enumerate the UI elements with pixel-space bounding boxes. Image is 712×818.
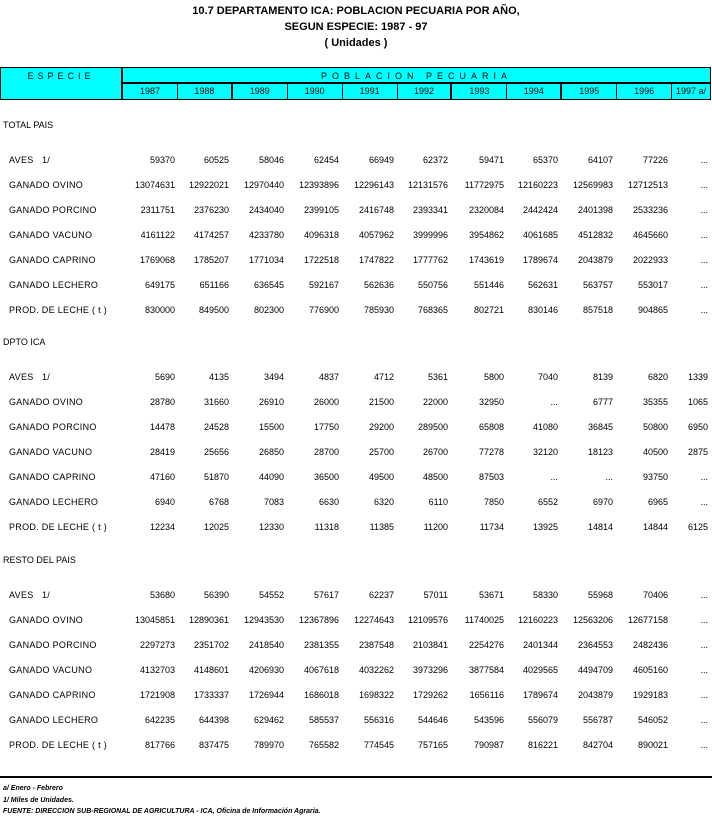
- table-cell: 802300: [253, 305, 284, 315]
- table-cell: 12677158: [627, 615, 668, 625]
- table-cell: 50800: [642, 422, 668, 432]
- table-cell: 26850: [258, 447, 284, 457]
- table-row: [0, 497, 712, 511]
- table-subtitle: SEGUN ESPECIE: 1987 - 97: [284, 21, 428, 33]
- table-cell: 1726944: [248, 690, 284, 700]
- table-cell: 12712513: [627, 180, 668, 190]
- table-cell: 4057962: [358, 230, 394, 240]
- table-cell: 553017: [637, 280, 668, 290]
- table-cell: 551446: [473, 280, 504, 290]
- table-cell: 1698322: [358, 690, 394, 700]
- table-cell: 44090: [258, 472, 284, 482]
- row-label: GANADO CAPRINO: [9, 255, 96, 265]
- table-cell: 830000: [144, 305, 175, 315]
- row-label: GANADO OVINO: [9, 397, 84, 407]
- table-cell: ...: [700, 230, 708, 240]
- table-cell: 2416748: [358, 205, 394, 215]
- table-cell: 12393896: [298, 180, 339, 190]
- table-cell: 26910: [258, 397, 284, 407]
- table-cell: 12160223: [517, 180, 558, 190]
- table-cell: 66949: [368, 155, 394, 165]
- table-row: [0, 590, 712, 604]
- table-cell: ...: [700, 740, 708, 750]
- table-row: [0, 522, 712, 536]
- table-cell: 11772975: [464, 180, 504, 190]
- table-cell: 7040: [537, 372, 558, 382]
- table-cell: 93750: [642, 472, 668, 482]
- table-cell: 7850: [483, 497, 504, 507]
- table-row: [0, 305, 712, 319]
- table-cell: 546052: [637, 715, 668, 725]
- table-cell: 65808: [478, 422, 504, 432]
- table-cell: 2297273: [139, 640, 175, 650]
- table-row: [0, 740, 712, 754]
- table-cell: 57011: [423, 590, 448, 600]
- table-cell: 1785207: [193, 255, 229, 265]
- table-cell: 1769068: [139, 255, 175, 265]
- table-cell: 3999996: [412, 230, 448, 240]
- header-especie: ESPECIE: [1, 68, 123, 99]
- table-cell: 47160: [149, 472, 175, 482]
- table-cell: 5800: [483, 372, 504, 382]
- table-cell: 36500: [313, 472, 339, 482]
- table-cell: ...: [700, 472, 708, 482]
- row-label: GANADO CAPRINO: [9, 472, 96, 482]
- table-cell: 636545: [253, 280, 284, 290]
- table-row: [0, 205, 712, 219]
- table-cell: 4206930: [248, 665, 284, 675]
- table-cell: 55968: [587, 590, 613, 600]
- table-cell: 48500: [422, 472, 448, 482]
- table-cell: ...: [700, 590, 708, 600]
- header-year: 1990: [288, 84, 343, 99]
- section-label: RESTO DEL PAIS: [3, 555, 76, 565]
- table-cell: 6110: [428, 497, 448, 507]
- row-label: GANADO PORCINO: [9, 205, 97, 215]
- table-cell: 12890361: [188, 615, 229, 625]
- table-cell: 765582: [308, 740, 339, 750]
- table-cell: 543596: [473, 715, 504, 725]
- header-years: [123, 84, 710, 99]
- header-year: 1991: [343, 84, 398, 99]
- table-cell: 6940: [154, 497, 175, 507]
- table-cell: 1065: [687, 397, 708, 407]
- table-cell: 3494: [263, 372, 284, 382]
- row-label: GANADO OVINO: [9, 180, 84, 190]
- table-cell: 54552: [258, 590, 284, 600]
- table-cell: ...: [700, 615, 708, 625]
- table-cell: 556079: [527, 715, 558, 725]
- table-cell: 58046: [258, 155, 284, 165]
- table-cell: 4096318: [303, 230, 339, 240]
- table-row: [0, 155, 712, 169]
- table-cell: 12109576: [407, 615, 448, 625]
- table-cell: 25656: [203, 447, 229, 457]
- table-cell: 29200: [368, 422, 394, 432]
- table-cell: 17750: [313, 422, 339, 432]
- table-cell: 6320: [373, 497, 394, 507]
- table-cell: 802721: [473, 305, 504, 315]
- table-cell: 25700: [368, 447, 394, 457]
- table-cell: 12569983: [572, 180, 613, 190]
- table-row: [0, 180, 712, 194]
- table-cell: 12296143: [353, 180, 394, 190]
- footnote-1: 1/ Miles de Unidades.: [3, 797, 74, 804]
- table-cell: 2364553: [577, 640, 613, 650]
- row-label: PROD. DE LECHE ( t ): [9, 522, 108, 532]
- table-cell: 642235: [144, 715, 175, 725]
- table-cell: 2376230: [193, 205, 229, 215]
- table-cell: 2387548: [358, 640, 394, 650]
- table-cell: 13925: [532, 522, 558, 532]
- table-cell: 11200: [423, 522, 448, 532]
- table-cell: 32120: [532, 447, 558, 457]
- table-cell: 4135: [208, 372, 229, 382]
- header-year: 1987: [123, 84, 178, 99]
- table-cell: 12367896: [298, 615, 339, 625]
- table-cell: 13074631: [134, 180, 175, 190]
- table-cell: 11740025: [464, 615, 504, 625]
- table-cell: 849500: [198, 305, 229, 315]
- table-cell: 58330: [532, 590, 558, 600]
- table-cell: 4067618: [303, 665, 339, 675]
- header-year: 1997 a/: [676, 86, 707, 96]
- table-cell: 64107: [587, 155, 613, 165]
- table-cell: 1777762: [412, 255, 448, 265]
- table-cell: 4605160: [632, 665, 668, 675]
- table-cell: 6125: [687, 522, 708, 532]
- footnote-source: FUENTE: DIRECCION SUB-REGIONAL DE AGRICULTURA - ICA, Oficina de Información Agraria.: [3, 808, 321, 815]
- table-cell: 2393341: [412, 205, 448, 215]
- table-cell: 2418540: [248, 640, 284, 650]
- table-cell: 2043879: [577, 690, 613, 700]
- row-label: AVES 1/: [9, 372, 51, 382]
- row-label: GANADO PORCINO: [9, 640, 97, 650]
- table-cell: 59471: [478, 155, 504, 165]
- table-cell: 14844: [642, 522, 668, 532]
- table-cell: 12274643: [353, 615, 394, 625]
- header-year: 1994: [507, 84, 562, 99]
- table-cell: 1747822: [358, 255, 394, 265]
- table-cell: 12922021: [188, 180, 229, 190]
- table-cell: 1686018: [303, 690, 339, 700]
- table-cell: 3877584: [468, 665, 504, 675]
- table-cell: 12160223: [517, 615, 558, 625]
- table-cell: 4837: [318, 372, 339, 382]
- table-cell: 629462: [253, 715, 284, 725]
- table-cell: 2043879: [577, 255, 613, 265]
- table-cell: ...: [700, 180, 708, 190]
- footer-rule: [0, 776, 712, 778]
- table-cell: 62454: [313, 155, 339, 165]
- table-cell: ...: [605, 472, 613, 482]
- table-cell: ...: [700, 665, 708, 675]
- table-cell: 32950: [478, 397, 504, 407]
- table-cell: 2533236: [632, 205, 668, 215]
- table-cell: 11734: [479, 522, 504, 532]
- table-units: ( Unidades ): [324, 37, 388, 49]
- table-row: [0, 447, 712, 461]
- row-label: GANADO OVINO: [9, 615, 84, 625]
- table-cell: 890021: [637, 740, 668, 750]
- row-label: AVES 1/: [9, 590, 51, 600]
- table-row: [0, 280, 712, 294]
- table-cell: 544646: [417, 715, 448, 725]
- table-cell: 60525: [203, 155, 229, 165]
- table-cell: 768365: [417, 305, 448, 315]
- table-cell: 12025: [203, 522, 229, 532]
- table-row: [0, 397, 712, 411]
- row-label: PROD. DE LECHE ( t ): [9, 305, 108, 315]
- table-cell: 563757: [582, 280, 613, 290]
- table-header: [0, 67, 711, 100]
- table-cell: 1743619: [468, 255, 504, 265]
- table-cell: 6950: [687, 422, 708, 432]
- table-cell: 585537: [308, 715, 339, 725]
- table-cell: 1771034: [248, 255, 284, 265]
- table-cell: 2399105: [303, 205, 339, 215]
- table-cell: 1733337: [193, 690, 229, 700]
- table-cell: 12970440: [243, 180, 284, 190]
- table-cell: 1721908: [139, 690, 175, 700]
- table-cell: 1789674: [522, 690, 558, 700]
- table-cell: 776900: [308, 305, 339, 315]
- table-cell: 3973296: [412, 665, 448, 675]
- table-cell: 13045851: [134, 615, 175, 625]
- table-cell: 2875: [687, 447, 708, 457]
- table-cell: 22000: [422, 397, 448, 407]
- table-cell: 4161122: [140, 230, 175, 240]
- table-cell: 53671: [478, 590, 504, 600]
- table-cell: 556787: [582, 715, 613, 725]
- table-cell: 70406: [642, 590, 668, 600]
- table-cell: 2351702: [193, 640, 229, 650]
- table-cell: 26000: [313, 397, 339, 407]
- table-cell: 59370: [149, 155, 175, 165]
- table-row: [0, 615, 712, 629]
- table-cell: 651166: [199, 280, 229, 290]
- row-label: PROD. DE LECHE ( t ): [9, 740, 108, 750]
- table-cell: 1929183: [632, 690, 668, 700]
- table-cell: 550756: [417, 280, 448, 290]
- table-cell: 12330: [258, 522, 284, 532]
- table-cell: 816221: [527, 740, 558, 750]
- table-cell: 21500: [368, 397, 394, 407]
- table-cell: 2022933: [632, 255, 668, 265]
- table-cell: 785930: [363, 305, 394, 315]
- table-cell: 11318: [314, 522, 339, 532]
- table-cell: 4494709: [577, 665, 613, 675]
- table-cell: 289500: [417, 422, 448, 432]
- table-cell: 592167: [308, 280, 339, 290]
- table-cell: 789970: [253, 740, 284, 750]
- row-label: GANADO LECHERO: [9, 497, 99, 507]
- table-cell: ...: [700, 715, 708, 725]
- row-label: GANADO LECHERO: [9, 715, 99, 725]
- table-cell: 11385: [369, 522, 394, 532]
- table-cell: 12563206: [572, 615, 613, 625]
- footnote-a: a/ Enero - Febrero: [3, 785, 63, 792]
- table-cell: 1729262: [412, 690, 448, 700]
- header-year: 1996: [617, 84, 672, 99]
- header-year: 1995: [562, 84, 617, 99]
- table-row: [0, 472, 712, 486]
- table-cell: 6552: [537, 497, 558, 507]
- header-year: 1988: [178, 84, 233, 99]
- table-cell: ...: [700, 255, 708, 265]
- row-label: GANADO VACUNO: [9, 230, 93, 240]
- table-cell: 8139: [592, 372, 613, 382]
- header-year: 1989: [233, 84, 288, 99]
- table-cell: 24528: [203, 422, 229, 432]
- table-cell: ...: [700, 690, 708, 700]
- header-year: 1993: [452, 84, 507, 99]
- table-cell: 2482436: [632, 640, 668, 650]
- section-label: TOTAL PAIS: [3, 120, 54, 130]
- table-cell: 2311751: [140, 205, 175, 215]
- table-cell: 2434040: [248, 205, 284, 215]
- table-cell: 2320084: [468, 205, 504, 215]
- table-cell: 65370: [532, 155, 558, 165]
- table-cell: 14478: [149, 422, 175, 432]
- table-row: [0, 715, 712, 729]
- table-cell: 1656116: [469, 690, 504, 700]
- table-cell: 5361: [427, 372, 448, 382]
- table-cell: ...: [700, 305, 708, 315]
- table-cell: 41080: [532, 422, 558, 432]
- table-cell: 757165: [417, 740, 448, 750]
- table-cell: ...: [550, 397, 558, 407]
- table-cell: ...: [700, 280, 708, 290]
- table-cell: 51870: [203, 472, 229, 482]
- table-cell: 28700: [313, 447, 339, 457]
- table-cell: 774545: [363, 740, 394, 750]
- table-cell: 12131576: [407, 180, 448, 190]
- table-cell: 26700: [422, 447, 448, 457]
- table-cell: 35355: [642, 397, 668, 407]
- table-cell: 77226: [642, 155, 668, 165]
- table-row: [0, 640, 712, 654]
- table-cell: 649175: [144, 280, 175, 290]
- table-cell: 62237: [368, 590, 394, 600]
- table-cell: 56390: [203, 590, 229, 600]
- table-cell: 2401344: [522, 640, 558, 650]
- table-row: [0, 230, 712, 244]
- header-poblacion: POBLACION PECUARIA: [123, 68, 710, 84]
- table-cell: 57617: [313, 590, 339, 600]
- table-cell: 12234: [149, 522, 175, 532]
- table-cell: 4032262: [358, 665, 394, 675]
- table-cell: 837475: [198, 740, 229, 750]
- table-cell: 4512832: [577, 230, 613, 240]
- table-cell: 4148601: [193, 665, 229, 675]
- table-cell: 2103841: [412, 640, 448, 650]
- table-cell: 40500: [642, 447, 668, 457]
- row-label: GANADO VACUNO: [9, 447, 93, 457]
- table-cell: 904865: [637, 305, 668, 315]
- table-cell: 5690: [154, 372, 175, 382]
- table-cell: 6965: [647, 497, 668, 507]
- table-cell: 18123: [587, 447, 613, 457]
- table-cell: 6768: [208, 497, 229, 507]
- row-label: GANADO LECHERO: [9, 280, 99, 290]
- table-cell: 28419: [149, 447, 175, 457]
- table-cell: 2381355: [303, 640, 339, 650]
- table-row: [0, 665, 712, 679]
- table-cell: 2442424: [522, 205, 558, 215]
- table-cell: ...: [700, 640, 708, 650]
- table-cell: 6777: [592, 397, 613, 407]
- table-cell: 4029565: [522, 665, 558, 675]
- table-cell: 830146: [527, 305, 558, 315]
- table-cell: 6820: [647, 372, 668, 382]
- header-year: 1992: [398, 84, 453, 99]
- row-label: GANADO CAPRINO: [9, 690, 96, 700]
- table-cell: 53680: [149, 590, 175, 600]
- table-cell: 1722518: [303, 255, 339, 265]
- table-cell: 6970: [592, 497, 613, 507]
- table-cell: 62372: [422, 155, 448, 165]
- table-row: [0, 690, 712, 704]
- table-cell: 790987: [473, 740, 504, 750]
- table-row: [0, 255, 712, 269]
- table-row: [0, 372, 712, 386]
- table-cell: 4712: [373, 372, 394, 382]
- table-cell: 31660: [203, 397, 229, 407]
- table-cell: 87503: [478, 472, 504, 482]
- table-cell: 857518: [582, 305, 613, 315]
- table-cell: 4233780: [248, 230, 284, 240]
- table-title: 10.7 DEPARTAMENTO ICA: POBLACION PECUARIA POR AÑO,: [192, 5, 520, 17]
- table-row: [0, 422, 712, 436]
- table-cell: ...: [700, 155, 708, 165]
- table-cell: 28780: [149, 397, 175, 407]
- table-cell: 4174257: [193, 230, 229, 240]
- table-cell: ...: [550, 472, 558, 482]
- table-cell: 15500: [258, 422, 284, 432]
- table-cell: 6630: [318, 497, 339, 507]
- table-cell: 7083: [263, 497, 284, 507]
- section-label: DPTO ICA: [3, 337, 46, 347]
- table-cell: 36845: [587, 422, 613, 432]
- row-label: GANADO PORCINO: [9, 422, 97, 432]
- table-cell: 2401398: [577, 205, 613, 215]
- table-cell: 556316: [363, 715, 394, 725]
- table-cell: 842704: [582, 740, 613, 750]
- table-cell: 1789674: [522, 255, 558, 265]
- table-cell: 644398: [198, 715, 229, 725]
- table-cell: 562636: [363, 280, 394, 290]
- table-cell: 3954862: [468, 230, 504, 240]
- table-cell: 49500: [368, 472, 394, 482]
- table-cell: ...: [700, 497, 708, 507]
- row-label: AVES 1/: [9, 155, 51, 165]
- table-cell: 77278: [478, 447, 504, 457]
- table-cell: 1339: [687, 372, 708, 382]
- table-cell: 14814: [587, 522, 613, 532]
- table-cell: 562631: [527, 280, 558, 290]
- table-cell: 817766: [144, 740, 175, 750]
- table-cell: 2254276: [468, 640, 504, 650]
- table-cell: 4061685: [522, 230, 558, 240]
- table-cell: 4645660: [632, 230, 668, 240]
- table-cell: ...: [700, 205, 708, 215]
- table-cell: 4132703: [139, 665, 175, 675]
- row-label: GANADO VACUNO: [9, 665, 93, 675]
- table-cell: 12943530: [243, 615, 284, 625]
